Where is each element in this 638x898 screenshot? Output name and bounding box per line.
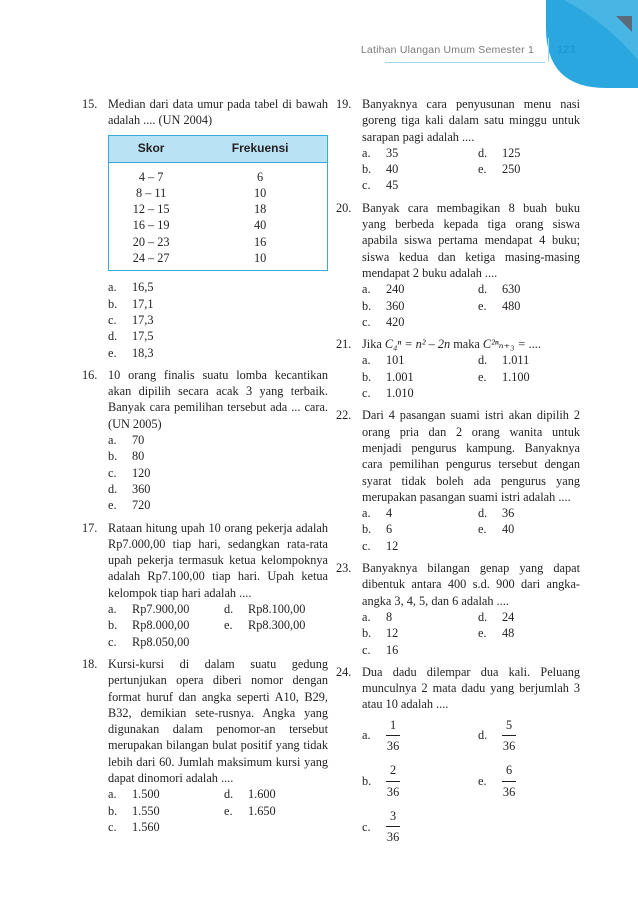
question-stem: Banyaknya bilangan genap yang dapat dibentuk antara 400 s.d. 900 dari angka-angka 3, 4, 5, dan 6 adalah .... — [362, 561, 580, 608]
answer-option-b[interactable] — [362, 369, 478, 385]
fraction-numerator: 3 — [386, 808, 400, 827]
answer-option-c[interactable] — [108, 634, 224, 650]
table-row — [109, 217, 328, 233]
question-21 — [336, 336, 580, 401]
answer-option-a[interactable] — [362, 609, 478, 625]
option-letter: d. — [108, 329, 118, 344]
option-text: 120 — [132, 465, 151, 480]
option-text: Rp8.100,00 — [248, 602, 306, 617]
fraction-numerator: 5 — [502, 717, 516, 736]
question-number: 16. — [82, 367, 98, 382]
question-24 — [336, 664, 580, 846]
question-19 — [336, 96, 580, 194]
option-text: 48 — [502, 626, 515, 641]
answer-option-a[interactable] — [362, 145, 478, 161]
question-stem: Kursi-kursi di dalam suatu gedung pertunjukan opera diberi nomor dengan format huruf dan angka seperti A10, B29, B32, demikian sete-rusnya. Angka yang digunakan dalam penomor-an tersebut merupakan bilangan bulat positif yang tidak lebih dari 60. Jumlah maksimum kursi yang dapat dinomori adalah .... — [108, 656, 328, 785]
table-cell: 10 — [253, 185, 267, 200]
answer-option-a[interactable] — [108, 786, 224, 802]
option-letter: d. — [108, 481, 118, 496]
option-letter: e. — [224, 803, 233, 818]
question-16 — [82, 367, 328, 514]
option-letter: c. — [108, 634, 117, 649]
question-17 — [82, 520, 328, 650]
option-letter: a. — [108, 280, 117, 295]
answer-option-b[interactable] — [108, 803, 224, 819]
question-number: 24. — [336, 664, 352, 679]
answer-option-d[interactable] — [478, 609, 580, 625]
option-text: 24 — [502, 609, 515, 624]
question-18 — [82, 656, 328, 835]
option-text: 250 — [502, 162, 521, 177]
option-text: 420 — [386, 314, 405, 329]
option-text: 17,1 — [132, 296, 154, 311]
option-text: 17,5 — [132, 329, 154, 344]
option-letter: d. — [478, 282, 488, 297]
option-text: 1.600 — [248, 787, 276, 802]
option-letter: d. — [478, 353, 488, 368]
answer-option-d[interactable] — [224, 786, 328, 802]
option-text: 125 — [502, 145, 521, 160]
option-letter: d. — [478, 145, 488, 160]
answer-options — [108, 786, 328, 835]
answer-option-d[interactable] — [478, 352, 580, 368]
question-stem — [362, 336, 580, 352]
option-text: Rp8.050,00 — [132, 634, 190, 649]
option-text: 101 — [386, 353, 405, 368]
option-letter: b. — [362, 369, 372, 384]
question-23 — [336, 560, 580, 658]
header-divider — [548, 38, 549, 62]
question-stem: 10 orang finalis suatu lomba kecantikan akan dipilih secara acak 3 yang terbaik. Banyak cara pemilihan tersebut ada ... cara. (UN 2005) — [108, 367, 328, 431]
option-letter: d. — [478, 728, 488, 743]
answer-option-e[interactable] — [108, 497, 328, 513]
option-letter: e. — [478, 626, 487, 641]
option-text: 630 — [502, 282, 521, 297]
answer-options — [108, 601, 328, 650]
answer-option-c[interactable] — [362, 808, 478, 846]
option-text: 12 — [386, 626, 399, 641]
right-column — [336, 96, 580, 851]
answer-option-c[interactable] — [362, 177, 478, 193]
answer-option-a[interactable] — [108, 432, 328, 448]
answer-option-e[interactable] — [478, 625, 580, 641]
answer-option-e[interactable] — [478, 369, 580, 385]
answer-options — [362, 145, 580, 194]
option-letter: c. — [362, 642, 371, 657]
fraction-numerator: 6 — [502, 762, 516, 781]
answer-option-c[interactable] — [108, 819, 224, 835]
option-fraction — [386, 808, 400, 846]
answer-option-e[interactable] — [478, 521, 580, 537]
option-text: Rp8.000,00 — [132, 618, 190, 633]
option-letter: c. — [362, 386, 371, 401]
answer-options — [108, 432, 328, 513]
option-letter: c. — [108, 465, 117, 480]
option-text: 12 — [386, 538, 399, 553]
option-text: 1.100 — [502, 369, 530, 384]
option-letter: e. — [478, 522, 487, 537]
header-title: Latihan Ulangan Umum Semester 1 — [360, 44, 534, 56]
answer-option-d[interactable] — [478, 505, 580, 521]
question-stem: Rataan hitung upah 10 orang pekerja adalah Rp7.000,00 tiap hari, sedangkan rata-rata upah pekerja termasuk ketua kelompoknya adalah Rp7.100,00 tiap hari. Upah ketua kelompok tiap hari adalah .... — [108, 520, 328, 600]
question-22 — [336, 407, 580, 554]
answer-option-b[interactable] — [362, 625, 478, 641]
table-cell: 16 — [253, 234, 267, 249]
option-letter: b. — [362, 162, 372, 177]
option-text: 40 — [386, 162, 399, 177]
table-row — [109, 185, 328, 201]
option-fraction — [502, 762, 516, 800]
table-cell: 8 – 11 — [135, 185, 167, 200]
option-letter: e. — [478, 162, 487, 177]
fraction-denominator: 36 — [386, 830, 400, 845]
frequency-table — [108, 135, 328, 272]
question-15 — [82, 96, 328, 361]
table-header-skor: Skor — [109, 135, 194, 162]
answer-option-a[interactable] — [362, 352, 478, 368]
question-number: 20. — [336, 200, 352, 215]
answer-option-a[interactable] — [108, 279, 328, 295]
answer-option-a[interactable] — [362, 281, 478, 297]
option-text: 36 — [502, 506, 515, 521]
option-letter: b. — [362, 773, 372, 788]
table-cell: 40 — [253, 218, 267, 233]
option-text: 1.011 — [502, 353, 530, 368]
answer-option-b[interactable] — [108, 617, 224, 633]
option-text: 35 — [386, 145, 399, 160]
stem-prefix: Jika — [362, 337, 382, 352]
option-text: 1.650 — [248, 803, 276, 818]
answer-options — [362, 609, 580, 658]
answer-option-c[interactable] — [108, 312, 328, 328]
answer-options — [362, 717, 580, 846]
option-letter: e. — [478, 369, 487, 384]
table-cell: 16 – 19 — [132, 218, 170, 233]
question-number: 23. — [336, 561, 352, 576]
option-letter: b. — [108, 803, 118, 818]
answer-option-e[interactable] — [108, 345, 328, 361]
option-letter: a. — [362, 506, 371, 521]
formula-combination-1: C₄ⁿ = n² – 2n — [384, 337, 451, 352]
answer-options — [362, 352, 580, 401]
table-row — [109, 250, 328, 271]
option-letter: e. — [224, 618, 233, 633]
answer-option-e[interactable] — [478, 762, 580, 800]
option-text: 1.001 — [386, 369, 414, 384]
option-text: 1.560 — [132, 819, 160, 834]
option-fraction — [386, 717, 400, 755]
table-row — [109, 201, 328, 217]
formula-combination-2: C²ⁿₙ₊₃ = .... — [482, 337, 542, 352]
option-letter: a. — [362, 282, 371, 297]
option-letter: d. — [478, 506, 488, 521]
answer-option-b[interactable] — [108, 448, 328, 464]
option-text: 240 — [386, 282, 405, 297]
option-text: 16,5 — [132, 280, 154, 295]
header-rule — [385, 62, 545, 63]
table-cell: 18 — [253, 202, 267, 217]
option-text: 1.550 — [132, 803, 160, 818]
fraction-numerator: 2 — [386, 762, 400, 781]
option-letter: a. — [362, 728, 371, 743]
option-text: 4 — [386, 506, 393, 521]
option-letter: a. — [362, 145, 371, 160]
option-letter: b. — [362, 626, 372, 641]
stem-connector: maka — [453, 337, 480, 352]
answer-option-b[interactable] — [362, 521, 478, 537]
option-letter: b. — [108, 449, 118, 464]
table-cell: 20 – 23 — [132, 234, 170, 249]
option-text: 8 — [386, 609, 393, 624]
answer-option-b[interactable] — [108, 296, 328, 312]
option-text: 18,3 — [132, 345, 154, 360]
option-letter: c. — [362, 538, 371, 553]
answer-option-e[interactable] — [224, 803, 328, 819]
question-number: 18. — [82, 656, 98, 671]
table-row — [109, 234, 328, 250]
option-letter: e. — [108, 345, 117, 360]
option-text: 480 — [502, 298, 521, 313]
option-fraction — [502, 717, 516, 755]
question-stem: Dua dadu dilempar dua kali. Peluang munculnya 2 mata dadu yang berjumlah 3 atau 10 adalah .... — [362, 664, 580, 712]
option-fraction — [386, 762, 400, 800]
answer-option-c[interactable] — [362, 538, 478, 554]
answer-option-a[interactable] — [362, 717, 478, 755]
page-number: 123 — [557, 44, 576, 56]
table-cell: 4 – 7 — [138, 169, 164, 184]
option-text: 6 — [386, 522, 393, 537]
answer-option-b[interactable] — [362, 161, 478, 177]
option-letter: a. — [108, 602, 117, 617]
question-number: 17. — [82, 520, 98, 535]
option-text: 1.500 — [132, 787, 160, 802]
option-letter: d. — [224, 602, 234, 617]
option-text: 45 — [386, 178, 399, 193]
option-text: 17,3 — [132, 312, 154, 327]
option-letter: c. — [362, 178, 371, 193]
option-letter: c. — [108, 312, 117, 327]
option-letter: a. — [108, 787, 117, 802]
answer-option-d[interactable] — [108, 328, 328, 344]
answer-option-b[interactable] — [362, 762, 478, 800]
question-stem: Banyak cara membagikan 8 buah buku yang berbeda kepada tiga orang siswa apabila siswa pertama mendapat 4 buku; siswa kedua dan ketiga masing-masing mendapat 2 buku adalah .... — [362, 200, 580, 280]
option-letter: c. — [108, 819, 117, 834]
question-stem: Dari 4 pasangan suami istri akan dipilih 2 orang pria dan 2 orang wanita untuk menjadi pengurus kampung. Banyaknya cara pemilihan pengurus tersebut dengan syarat tidak boleh ada pengurus yang merupakan pasangan suami istri adalah .... — [362, 408, 580, 504]
answer-option-e[interactable] — [478, 298, 580, 314]
answer-option-c[interactable] — [362, 642, 478, 658]
left-column — [82, 96, 328, 841]
option-text: 360 — [386, 298, 405, 313]
question-number: 22. — [336, 408, 352, 423]
option-letter: e. — [478, 298, 487, 313]
fraction-denominator: 36 — [386, 784, 400, 799]
question-20 — [336, 200, 580, 330]
answer-options — [108, 279, 328, 360]
question-number: 15. — [82, 97, 98, 111]
table-cell: 24 – 27 — [132, 251, 170, 266]
answer-option-d[interactable] — [108, 481, 328, 497]
option-letter: c. — [362, 819, 371, 834]
option-letter: c. — [362, 314, 371, 329]
question-number: 19. — [336, 97, 352, 111]
option-text: Rp7.900,00 — [132, 602, 190, 617]
question-stem: Banyaknya cara penyusunan menu nasi goreng tiga kali dalam satu minggu untuk sarapan pagi adalah .... — [362, 97, 580, 144]
answer-option-e[interactable] — [478, 161, 580, 177]
question-number: 21. — [336, 337, 352, 352]
option-text: Rp8.300,00 — [248, 618, 306, 633]
answer-option-d[interactable] — [478, 281, 580, 297]
option-letter: a. — [362, 609, 371, 624]
option-letter: e. — [478, 773, 487, 788]
option-letter: b. — [362, 298, 372, 313]
option-text: 360 — [132, 481, 151, 496]
option-letter: a. — [362, 353, 371, 368]
option-letter: e. — [108, 498, 117, 513]
fraction-denominator: 36 — [502, 784, 516, 799]
option-text: 70 — [132, 433, 145, 448]
answer-option-e[interactable] — [224, 617, 328, 633]
answer-option-b[interactable] — [362, 298, 478, 314]
option-letter: b. — [108, 296, 118, 311]
answer-option-d[interactable] — [478, 717, 580, 755]
option-text: 80 — [132, 449, 145, 464]
answer-option-a[interactable] — [108, 601, 224, 617]
option-letter: b. — [108, 618, 118, 633]
answer-option-c[interactable] — [362, 314, 478, 330]
question-stem: Median dari data umur pada tabel di bawah adalah .... (UN 2004) — [108, 97, 328, 128]
answer-options — [362, 281, 580, 330]
answer-option-c[interactable] — [108, 465, 328, 481]
table-cell: 10 — [253, 251, 267, 266]
option-text: 40 — [502, 522, 515, 537]
answer-option-c[interactable] — [362, 385, 478, 401]
answer-option-d[interactable] — [224, 601, 328, 617]
option-letter: a. — [108, 433, 117, 448]
answer-option-a[interactable] — [362, 505, 478, 521]
option-letter: d. — [224, 787, 234, 802]
fraction-denominator: 36 — [502, 738, 516, 753]
fraction-denominator: 36 — [386, 738, 400, 753]
option-text: 1.010 — [386, 386, 414, 401]
table-row — [109, 162, 328, 185]
answer-options — [362, 505, 580, 554]
option-text: 16 — [386, 642, 399, 657]
table-cell: 12 – 15 — [132, 202, 170, 217]
table-cell: 6 — [257, 169, 264, 184]
option-text: 720 — [132, 498, 151, 513]
option-letter: d. — [478, 609, 488, 624]
answer-option-d[interactable] — [478, 145, 580, 161]
option-letter: b. — [362, 522, 372, 537]
table-header-frekuensi: Frekuensi — [193, 135, 327, 162]
fraction-numerator: 1 — [386, 717, 400, 736]
